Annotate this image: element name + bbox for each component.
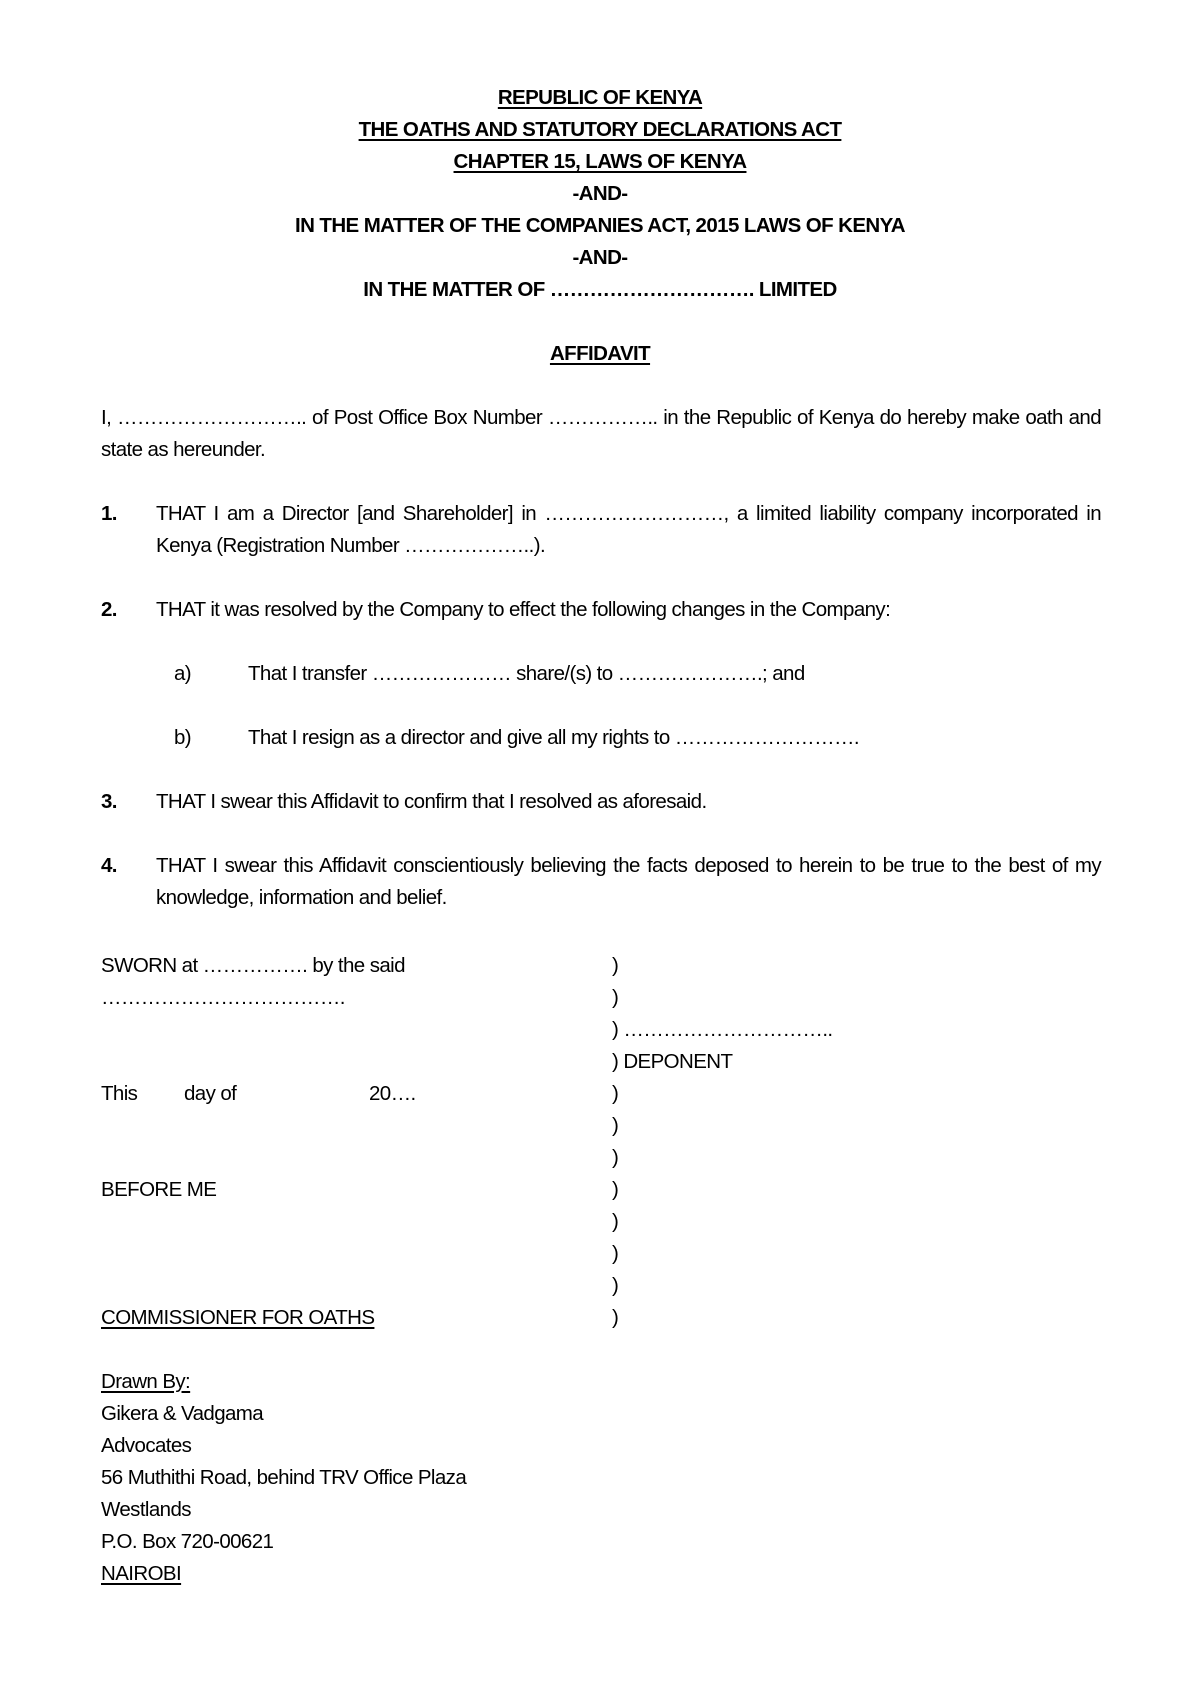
- clause-text: THAT I swear this Affidavit to confirm that I resolved as aforesaid.: [156, 790, 707, 813]
- bracket: ): [612, 1242, 619, 1265]
- header-matter-of-company: IN THE MATTER OF …………………………. LIMITED: [363, 278, 837, 301]
- firm-name: Gikera & Vadgama: [101, 1402, 264, 1425]
- this-label: This: [101, 1082, 138, 1105]
- bracket: ): [612, 954, 619, 977]
- subclause-text: That I transfer ………………… share/(s) to ………………….; and: [248, 662, 805, 685]
- clause-number: 3.: [101, 790, 117, 813]
- clause-number: 1.: [101, 502, 117, 525]
- bracket: ): [612, 1274, 619, 1297]
- clause-text: THAT I swear this Affidavit conscientiously believing the facts deposed to herein to be true to the best of my knowledge, information and belief.: [156, 854, 1101, 909]
- before-me-label: BEFORE ME: [101, 1178, 217, 1201]
- year-label: 20….: [369, 1082, 416, 1105]
- day-of-label: day of: [184, 1082, 237, 1105]
- commissioner-for-oaths: COMMISSIONER FOR OATHS: [101, 1306, 375, 1329]
- header-and-2: -AND-: [572, 246, 628, 269]
- bracket: ): [612, 1146, 619, 1169]
- intro-paragraph: I, ……………………….. of Post Office Box Number …………….. in the Republic of Kenya do hereby make oath and state as hereunder.: [101, 406, 1101, 461]
- header-act: THE OATHS AND STATUTORY DECLARATIONS ACT: [358, 118, 842, 141]
- firm-po-box: P.O. Box 720-00621: [101, 1530, 274, 1553]
- drawn-by-label: Drawn By:: [101, 1370, 191, 1393]
- header-chapter: CHAPTER 15, LAWS OF KENYA: [453, 150, 747, 173]
- subclause-letter: b): [174, 726, 192, 749]
- deponent-label: ) DEPONENT: [612, 1050, 733, 1073]
- firm-role: Advocates: [101, 1434, 192, 1457]
- bracket: ): [612, 1210, 619, 1233]
- sworn-at-line: SWORN at ……………. by the said: [101, 954, 405, 977]
- header-companies-act: IN THE MATTER OF THE COMPANIES ACT, 2015 LAWS OF KENYA: [295, 214, 905, 237]
- clause-text: THAT I am a Director [and Shareholder] in ………………………, a limited liability company incorporated in Kenya (Registration Number ………………..).: [156, 502, 1101, 557]
- header-republic: REPUBLIC OF KENYA: [497, 86, 703, 109]
- deponent-signature-line: ) …………………………..: [612, 1018, 833, 1041]
- subclause-letter: a): [174, 662, 192, 685]
- clause-number: 4.: [101, 854, 117, 877]
- clause-number: 2.: [101, 598, 117, 621]
- firm-city: NAIROBI: [101, 1562, 182, 1585]
- bracket: ): [612, 1082, 619, 1105]
- bracket: ): [612, 1114, 619, 1137]
- bracket: ): [612, 1178, 619, 1201]
- subclause-text: That I resign as a director and give all my rights to ……………………….: [248, 726, 859, 749]
- deponent-name-line: ……………………………….: [101, 986, 345, 1009]
- bracket: ): [612, 986, 619, 1009]
- document-title: AFFIDAVIT: [549, 342, 651, 365]
- header-and-1: -AND-: [572, 182, 628, 205]
- firm-address: 56 Muthithi Road, behind TRV Office Plaza: [101, 1466, 467, 1489]
- firm-area: Westlands: [101, 1498, 191, 1521]
- bracket: ): [612, 1306, 619, 1329]
- clause-text: THAT it was resolved by the Company to effect the following changes in the Company:: [156, 598, 891, 621]
